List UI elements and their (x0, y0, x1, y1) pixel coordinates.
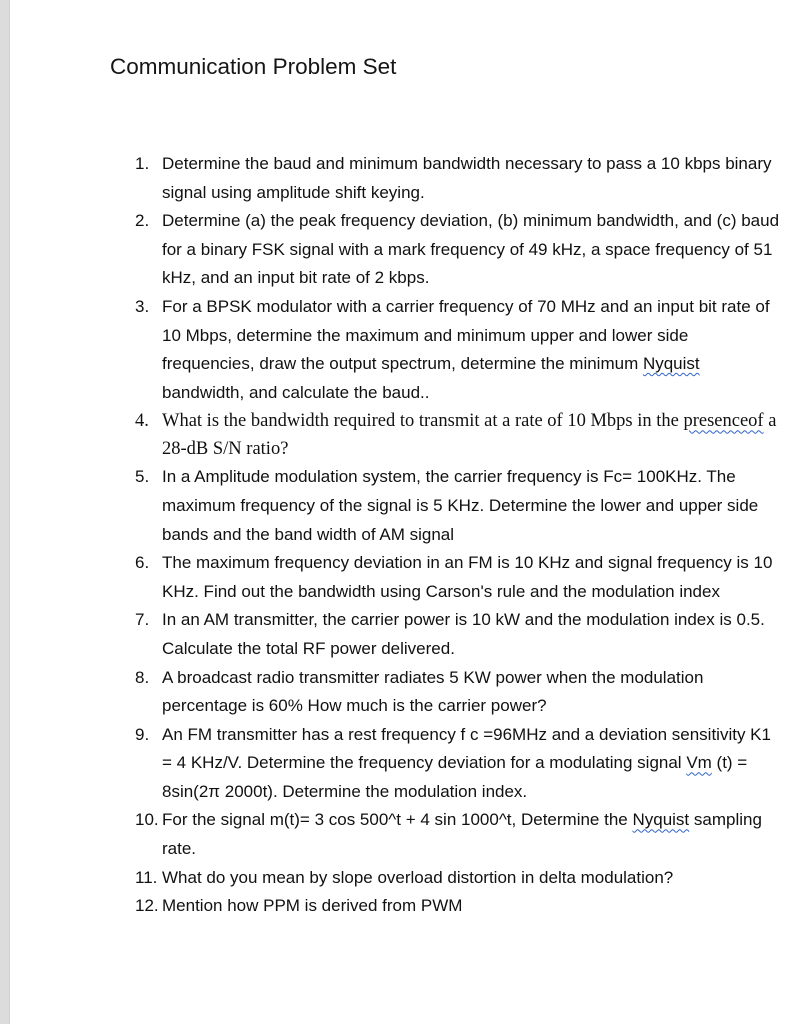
problem-text-part: For a BPSK modulator with a carrier frequency of 70 MHz and an input bit rate of 10 Mbps, determine the maximum and minimum upper and lower side frequencies, draw the output spectrum, determine the minimum (162, 296, 770, 374)
problem-item-8 (135, 664, 785, 721)
problem-text-part: sampling rate. (162, 810, 762, 859)
problem-item-4 (135, 407, 785, 463)
problem-text (162, 721, 785, 807)
problem-text: In an AM transmitter, the carrier power is 10 kW and the modulation index is 0.5. Calculate the total RF power delivered. (162, 610, 765, 658)
problem-text: What do you mean by slope overload distortion in delta modulation? (162, 867, 674, 887)
problem-text (162, 806, 785, 863)
problem-item-1 (135, 150, 785, 207)
problem-number: 9. (135, 724, 150, 744)
problem-number: 7. (135, 610, 150, 630)
problem-text-part: a 28-dB S/N ratio? (162, 411, 777, 460)
problem-text: Mention how PPM is derived from PWM (162, 896, 463, 916)
problem-text: Determine the baud and minimum bandwidth necessary to pass a 10 kbps binary signal using amplitude shift keying. (162, 154, 772, 202)
problem-number: 8. (135, 667, 150, 687)
problem-number: 2. (135, 211, 150, 231)
spellcheck-flagged-word[interactable]: Nyquist (632, 810, 690, 830)
spellcheck-flagged-word[interactable]: presenceof (683, 411, 764, 432)
spellcheck-flagged-word[interactable]: Nyquist (642, 354, 700, 374)
problem-text-part: What is the bandwidth required to transmit at a rate of 10 Mbps in the (162, 411, 684, 432)
problem-number: 3. (135, 296, 150, 316)
problem-item-2 (135, 207, 785, 293)
spellcheck-flagged-word[interactable]: Vm (686, 753, 712, 773)
problem-number: 5. (135, 467, 150, 487)
problem-item-11 (135, 864, 785, 893)
problem-number: 12. (135, 896, 159, 916)
document-title: Communication Problem Set (110, 54, 397, 79)
problem-item-12 (135, 892, 785, 921)
problem-text: In a Amplitude modulation system, the carrier frequency is Fc= 100KHz. The maximum frequency of the signal is 5 KHz. Determine the lower and upper side bands and the band width of AM signal (162, 467, 759, 544)
problem-item-7 (135, 606, 785, 663)
problem-text-part: (t) = 8sin(2π 2000t). Determine the modulation index. (162, 753, 748, 801)
problem-text (162, 293, 785, 407)
problem-number: 1. (135, 154, 150, 173)
problem-text: Determine (a) the peak frequency deviation, (b) minimum bandwidth, and (c) baud for a binary FSK signal with a mark frequency of 49 kHz, a space frequency of 51 kHz, and an input bit rate of 2 kbps. (162, 211, 780, 288)
problem-item-3 (135, 293, 785, 407)
problem-number: 4. (135, 411, 149, 432)
problem-item-10 (135, 806, 785, 863)
page-left-edge (0, 0, 10, 1024)
problem-text: The maximum frequency deviation in an FM is 10 KHz and signal frequency is 10 KHz. Find out the bandwidth using Carson's rule and the modulation index (162, 553, 773, 601)
problem-text-part: For the signal m(t)= 3 cos 500^t + 4 sin 1000^t, Determine the (162, 810, 633, 830)
problem-number: 10. (135, 810, 159, 830)
problem-text-part: An FM transmitter has a rest frequency f c =96MHz and a deviation sensitivity K1 = 4 KHz/V. Determine the frequency deviation for a modulating signal (162, 724, 771, 773)
problem-text-part: bandwidth, and calculate the baud.. (162, 382, 430, 402)
problem-text: A broadcast radio transmitter radiates 5 KW power when the modulation percentage is 60% How much is the carrier power? (162, 667, 704, 716)
problem-text (162, 407, 785, 463)
problem-number: 11. (135, 867, 158, 887)
problem-item-6 (135, 549, 785, 606)
problem-item-9 (135, 721, 785, 807)
problem-list (135, 150, 785, 921)
document-page (10, 0, 787, 1024)
problem-item-5 (135, 463, 785, 549)
problem-number: 6. (135, 553, 150, 573)
